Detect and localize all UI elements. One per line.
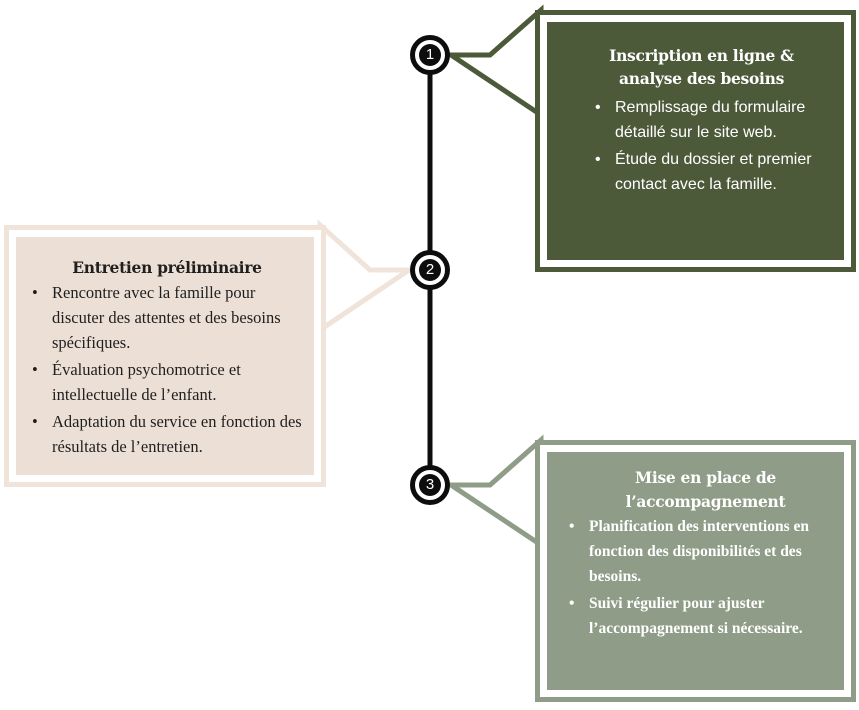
step-3-marker [410,465,450,505]
connector-step-2 [320,225,409,330]
step-2-card [4,225,326,487]
step-number: 3 [419,474,441,496]
list-item: • Suivi régulier pour ajuster l’accompagnement si nécessaire. [567,591,844,641]
connector-step-1 [451,10,541,115]
list-item: • Évaluation psychomotrice et intellectuelle de l’enfant. [26,357,308,407]
step-2-marker [410,250,450,290]
step-2-title: Entretien préliminaire [72,258,262,277]
list-item: • Rencontre avec la famille pour discuter des attentes et des besoins spécifiques. [26,280,308,355]
list-item: • Planification des interventions en fonction des disponibilités et des besoins. [567,514,844,589]
step-1-marker [410,35,450,75]
step-1-title: Inscription en ligne & analyse des besoins [609,46,794,88]
step-1-card [535,10,856,272]
step-2-list [26,280,308,459]
step-3-card [535,440,856,702]
list-item: • Étude du dossier et premier contact avec la famille. [573,147,830,197]
list-item: • Remplissage du formulaire détaillé sur le site web. [573,95,830,145]
step-3-list [567,514,844,641]
step-3-title: Mise en place de l’accompagnement [625,468,786,511]
step-1-list [573,95,830,197]
step-number: 2 [419,259,441,281]
list-item: • Adaptation du service en fonction des résultats de l’entretien. [26,409,308,459]
step-number: 1 [419,44,441,66]
connector-step-3 [451,440,541,545]
